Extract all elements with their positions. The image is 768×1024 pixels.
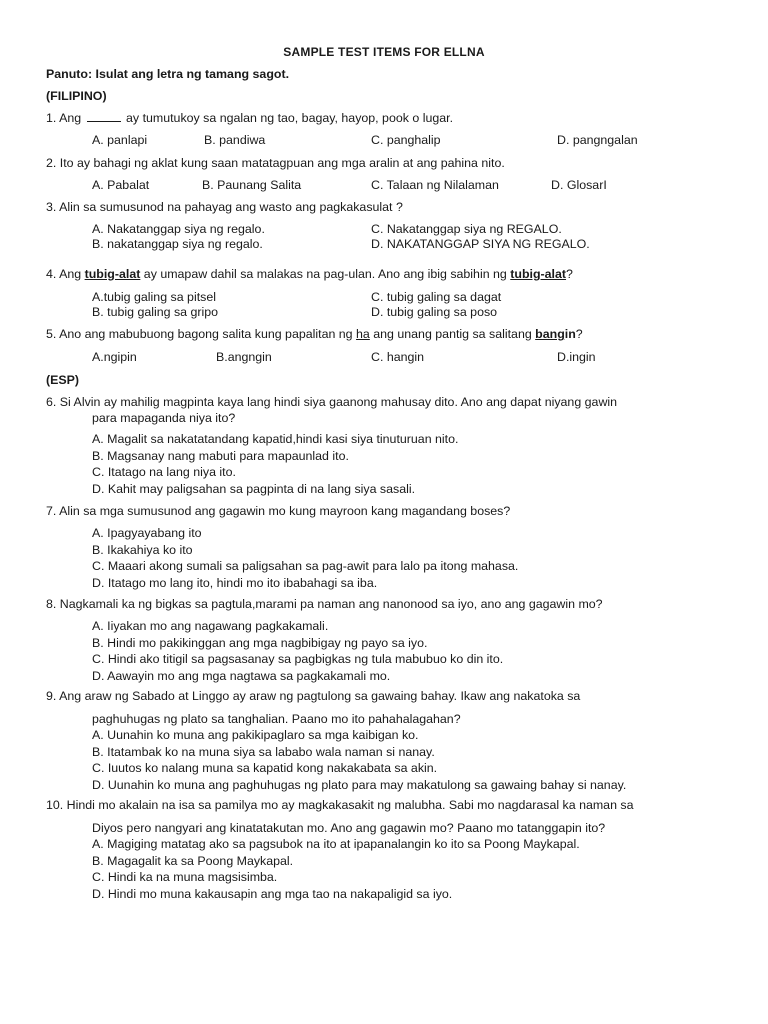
question-5-pre: 5. Ano ang mabubuong bagong salita kung papalitan ng <box>46 327 357 341</box>
option-c: C. Hindi ka na muna magsisimba. <box>92 870 278 884</box>
option-c: C. Iuutos ko nalang muna sa kapatid kong nakakabata sa akin. <box>92 761 438 775</box>
question-8-options <box>92 619 503 685</box>
option-c: C. Talaan ng Nilalaman <box>371 178 499 192</box>
question-5-mid: ang unang pantig sa salitang <box>369 327 536 341</box>
question-5-end: ? <box>575 327 583 341</box>
question-10: 10. Hindi mo akalain na isa sa pamilya mo ay magkakasakit ng malubha. Sabi mo nagdarasal ka naman sa <box>46 798 634 812</box>
term-tubig-alat-2: tubig-alat <box>510 267 567 281</box>
option-a: A.tubig galing sa pitsel <box>92 290 216 304</box>
option-b: B. Itatambak ko na muna siya sa lababo wala naman si nanay. <box>92 744 435 759</box>
option-a: A. Nakatanggap siya ng regalo. <box>92 222 265 236</box>
question-9-options <box>92 728 626 794</box>
option-a: A.ngipin <box>92 350 137 364</box>
option-c: C. panghalip <box>371 133 441 147</box>
answer-blank <box>87 111 121 122</box>
option-c: C. Itatago na lang niya ito. <box>92 465 236 479</box>
option-a: A. Magiging matatag ako sa pagsubok na ito at ipapanalangin ko ito sa Poong Maykapal. <box>92 837 580 851</box>
question-2: 2. Ito ay bahagi ng aklat kung saan matatagpuan ang mga aralin at ang pahina nito. <box>46 156 505 170</box>
option-b: B. Paunang Salita <box>202 178 302 192</box>
option-a: A. Pabalat <box>92 178 150 192</box>
syllable-ha: ha <box>356 327 370 341</box>
option-c: C. Hindi ako titigil sa pagsasanay sa pagbigkas ng tula mabubuo ko din ito. <box>92 652 504 666</box>
option-c: C. hangin <box>371 350 425 364</box>
question-7: 7. Alin sa mga sumusunod ang gagawin mo kung mayroon kang magandang boses? <box>46 504 511 518</box>
option-d: D. Hindi mo muna kakausapin ang mga tao na nakapaligid sa iyo. <box>92 886 453 901</box>
option-b: B. Ikakahiya ko ito <box>92 542 193 557</box>
option-d: D. Itatago mo lang ito, hindi mo ito ibabahagi sa iba. <box>92 575 378 590</box>
section-filipino: (FILIPINO) <box>46 89 107 103</box>
option-a: A. Iiyakan mo ang nagawang pagkakamali. <box>92 619 329 633</box>
question-5 <box>46 327 583 341</box>
question-9: 9. Ang araw ng Sabado at Linggo ay araw ng pagtulong sa gawaing bahay. Ikaw ang nakatoka sa <box>46 689 581 703</box>
question-8: 8. Nagkamali ka ng bigkas sa pagtula,marami pa naman ang nanonood sa iyo, ano ang gagawin mo? <box>46 597 603 611</box>
option-d: D. pangngalan <box>557 133 638 147</box>
option-d: D. Uunahin ko muna ang paghuhugas ng plato para may makatulong sa gawaing bahay si nanay. <box>92 777 627 792</box>
question-1-post: ay tumutukoy sa ngalan ng tao, bagay, hayop, pook o lugar. <box>122 111 454 125</box>
question-6-options <box>92 432 458 498</box>
question-1 <box>46 111 453 125</box>
option-b: B. Magagalit ka sa Poong Maykapal. <box>92 853 294 868</box>
option-c: C. tubig galing sa dagat <box>371 290 502 304</box>
question-10-options <box>92 837 580 903</box>
option-d: D. tubig galing sa poso <box>371 305 498 319</box>
question-6-continued: para mapaganda niya ito? <box>92 411 236 425</box>
option-d: D. NAKATANGGAP SIYA NG REGALO. <box>371 237 590 251</box>
question-1-pre: 1. Ang <box>46 111 85 125</box>
question-4-pre: 4. Ang <box>46 267 85 281</box>
option-b: B. Magsanay nang mabuti para mapaunlad ito. <box>92 448 349 463</box>
option-b: B. pandiwa <box>204 133 266 147</box>
option-c: C. Maaari akong sumali sa paligsahan sa pag-awit para lalo pa itong mahasa. <box>92 559 519 573</box>
option-d: D. Aawayin mo ang mga nagtawa sa pagkakamali mo. <box>92 668 391 683</box>
option-b: B. Hindi mo pakikinggan ang mga nagbibigay ng payo sa iyo. <box>92 635 428 650</box>
question-3: 3. Alin sa sumusunod na pahayag ang wasto ang pagkakasulat ? <box>46 200 403 214</box>
question-4 <box>46 267 573 281</box>
word-end-in: in <box>564 327 576 341</box>
document-title: SAMPLE TEST ITEMS FOR ELLNA <box>283 45 485 59</box>
question-10-continued: Diyos pero nangyari ang kinatatakutan mo. Ano ang gagawin mo? Paano mo tatanggapin ito? <box>92 821 606 835</box>
option-a: A. panlapi <box>92 133 148 147</box>
option-b: B. nakatanggap siya ng regalo. <box>92 237 263 251</box>
instructions: Panuto: Isulat ang letra ng tamang sagot. <box>46 67 290 81</box>
question-9-continued: paghuhugas ng plato sa tanghalian. Paano mo ito pahahalagahan? <box>92 712 461 726</box>
question-4-mid: ay umapaw dahil sa malakas na pag-ulan. Ano ang ibig sabihin ng <box>140 267 511 281</box>
question-4-end: ? <box>566 267 573 281</box>
option-d: D. Kahit may paligsahan sa pagpinta di na lang siya sasali. <box>92 481 416 496</box>
option-a: A. Ipagyayabang ito <box>92 526 202 540</box>
question-7-options <box>92 526 518 592</box>
term-tubig-alat: tubig-alat <box>84 267 141 281</box>
option-a: A. Uunahin ko muna ang pakikipaglaro sa mga kaibigan ko. <box>92 728 419 742</box>
section-esp: (ESP) <box>46 373 80 387</box>
option-c: C. Nakatanggap siya ng REGALO. <box>371 222 562 236</box>
option-d: D. GlosarI <box>551 178 607 192</box>
option-d: D.ingin <box>557 350 596 364</box>
option-b: B.angngin <box>216 350 272 364</box>
option-a: A. Magalit sa nakatatandang kapatid,hindi kasi siya tinuturuan nito. <box>92 432 459 446</box>
option-b: B. tubig galing sa gripo <box>92 305 219 319</box>
syllable-bang: bang <box>535 327 565 341</box>
question-6: 6. Si Alvin ay mahilig magpinta kaya lang hindi siya gaanong mahusay dito. Ano ang dapat niyang gawin <box>46 395 618 409</box>
